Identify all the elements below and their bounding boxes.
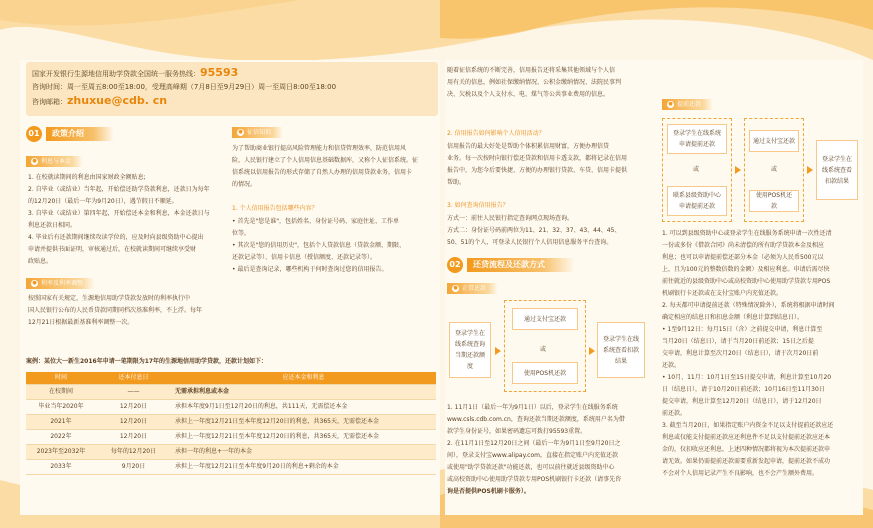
table-row: 2022年 12月20日 承担上一年度12月21日至本年度12月20日的利息，共365天，无需偿还本金 bbox=[26, 429, 436, 444]
flow-step-view-result-2: 登录学生在线系统查看扣款结果 bbox=[816, 140, 858, 200]
question-1-answer: • 首先是"您是谁"，包括姓名、身份证号码、家庭住址、工作单 位等。 • 其次是"您的信用历史"，包括个人贷款信息（贷款金额、期限、 还款记录等）、信用卡信息（授信额度、还款记录等）。 • 最后是查询记录，哪些机构于何时查询过您的信用报告。 bbox=[232, 218, 405, 273]
flow-or: 或 bbox=[540, 346, 547, 353]
flow-step-check-amount: 登录学生在线系统查询当期还款额度 bbox=[449, 322, 491, 378]
table-row: 2023年至2032年 每年的12月20日 承担一年的利息+一年的本金 bbox=[26, 444, 436, 459]
flow-step-alipay: 通过支付宝还款 bbox=[512, 308, 578, 330]
early-repay-rules: 1. 可以到县级资助中心或登录学生在线服务系统申请一次性还清 一份或多份《借款合同》尚未清偿的所有助学贷款本金及相应 利息；也可以申请提前偿还部分本金（必须为人民币500元以 上，且为100元的整数倍数的金额）及相应利息。申请后需尽快 前往就近的县级资助中心或高校资助中心使用助学贷款专用POS 机刷银行卡还款或在支付宝账户内充值还款。 2. 每天都可申请提前还款（特殊情况除外），系统将根据申请时间 确定相应的结息日和扣息金额（利息计算到结息日）。 • 1至9月12日：每月15日（含）之前提交申请，利息计算至 当月20日（结息日），请于当月20日前还款；15日之后提 交申请，利息计算至次月20日（结息日），请于次月20日前 还款。 • 10月、11月：10月1日至15日提交申请，利息计算至10月20 日（结息日），请于10月20日前还款；10月16日至11月30日 提交申请，利息计算至12月20日（结息日），请于12月20日 前还款。 3. 截至当月20日，如果指定账户内资金不足以支付提前还款应还 利息或仅能支付提前还款应还利息件不足以支付提前还款应还本 金的，仅扣收应还利息，上述四种情况都将视为本次提前还款申 请无效。如果仍需提前还款需要重新发起申请，提前还款不成功 不会对个人信用记录产生不良影响，也不会产生额外费用。 bbox=[662, 230, 835, 477]
hotline-label: 国家开发银行生源地信用助学贷款全国统一服务热线： bbox=[32, 70, 200, 78]
rate-rules: 按照国家有关规定，生源地信用助学贷款发放时的利率执行中 国人民银行公布的人民币贷款同期同档次基准利率，不上浮。每年 12月21日根据最新基准利率调整一次。 bbox=[28, 295, 203, 326]
question-3-answer: 方式一：前往人民银行指定查询网点现场查询。 方式二：身份证号码前两位为11、21、32、37、43、44、45、 50、51的个人，可登录人民银行个人信用信息服务平台查询。 bbox=[447, 215, 621, 246]
table-header: 时间 还本付息日 应还本金和利息 bbox=[26, 372, 436, 384]
question-2: 2. 信用报告如何影响个人信用活动？ bbox=[447, 130, 545, 137]
circle-icon: ● bbox=[453, 285, 458, 291]
circle-icon: ● bbox=[668, 101, 673, 107]
sub-tag-rate: ● 利率及利率调整 bbox=[26, 278, 95, 289]
hotline-box bbox=[26, 62, 438, 116]
question-2-answer: 信用报告的最大好处是帮助个体积累信用财富，方便办理信贷 业务。每一次按时向银行偿还贷款和信用卡透支款，都将记录在信用 报告中，为您今后要快捷、方便的办理银行贷款、车贷、信用卡提供 帮助。 bbox=[447, 143, 628, 186]
table-row: 2021年 12月20日 承担上一年度12月21日至本年度12月20日的利息，共365天，无需偿还本金 bbox=[26, 414, 436, 429]
section-01-number: 01 bbox=[26, 126, 42, 142]
flow-step-pos: 使用POS机还款 bbox=[512, 362, 578, 384]
email-address[interactable]: zhuxue@cdb. cn bbox=[67, 94, 168, 107]
sub-tag-credit: ● 征信知识 bbox=[232, 127, 283, 138]
email-label: 咨询邮箱： bbox=[32, 98, 67, 106]
sub-tag-normal: ● 正常还款 bbox=[447, 283, 498, 294]
hotline-number[interactable]: 95593 bbox=[200, 66, 239, 79]
section-02-heading: 还贷流程及还款方式 bbox=[467, 258, 575, 272]
credit-info-more: 随着征信系统的不断完善，信用报告还将采集其他领域与个人信 用有关的信息，例如社保缴纳情况、公积金缴纳情况、法院民事判 决、欠税以及个人支付水、电、煤气等公共事业费用的信息。 bbox=[447, 67, 622, 98]
section-02-title bbox=[447, 258, 575, 272]
arrow-icon bbox=[807, 166, 813, 174]
case-title: 案例：某位大一新生2016年申请一笔期限为17年的生源地信用助学贷款，还款计划如下： bbox=[26, 358, 268, 365]
section-01-heading: 政策介绍 bbox=[46, 127, 114, 141]
case-table bbox=[26, 372, 436, 475]
service-hours: 咨询时间：周一至周五8:00至18:00，受理高峰期（7月8日至9月29日）周一至周日8:00至18:00 bbox=[32, 83, 337, 91]
flow-or: 或 bbox=[771, 166, 778, 173]
question-1: 1. 个人信用报告包括哪些内容？ bbox=[232, 205, 318, 212]
circle-icon: ● bbox=[238, 129, 243, 135]
arrow-icon bbox=[589, 347, 595, 355]
flow-or: 或 bbox=[693, 166, 700, 173]
table-row: 在校期间 —— 无需承担利息或本金 bbox=[26, 384, 436, 399]
flow-step-pos-2: 使用POS机还款 bbox=[749, 190, 799, 212]
section-01-title bbox=[26, 127, 114, 141]
credit-intro: 为了帮助商业银行提高风险管理能力和信贷管理效率，防范信用风 险，人民银行建立了个人信用信息基础数据库，又称个人征信系统。征 信系统以信用报告的形式存储了自然人办理的信用贷款业务，信用卡 的情况。 bbox=[232, 145, 419, 188]
table-row: 毕业当年2020年 12月20日 承担本年度9月1日至12月20日的利息，共111天，无需偿还本金 bbox=[26, 399, 436, 414]
flow-step-apply-online: 登录学生在线系统申请提前还款 bbox=[667, 124, 727, 154]
arrow-icon bbox=[735, 166, 741, 174]
flow-step-apply-center: 联系县级资助中心申请提前还款 bbox=[667, 186, 727, 216]
arrow-icon bbox=[495, 347, 501, 355]
interest-rules: 1. 在校就读期间的利息由国家财政全额贴息; 2. 自毕业（或结业）当年起，开始偿还助学贷款利息，还款日为每年 的12月20日（最后一年为9月20日），遇节假日不顺延。 3. 自毕业（或结业）第四年起，开始偿还本金和利息，本金还款日与 利息还款日相同。 4. 毕业后有还款期间继续攻读学位的，应及时向县级资助中心提出 申请并提供书面证明，审核通过后，在校就读期间可继续享受财 政贴息。 bbox=[28, 174, 210, 265]
flow-step-alipay-2: 通过支付宝还款 bbox=[749, 130, 799, 152]
flow-step-view-result: 登录学生在线系统查看扣款结果 bbox=[597, 322, 645, 378]
sub-tag-interest: ● 利息与本金 bbox=[26, 156, 83, 167]
question-3: 3. 如何查询信用报告？ bbox=[447, 202, 509, 209]
normal-repay-steps: 1. 11月1日（最后一年为9月1日）以后，登录学生在线服务系统 www.csls.cdb.com.cn，查询还款当期还款额度，系统用户名为借 款学生身份证号，如果密码遗忘可拨打95593重置。 2. 在11月1日至12月20日之间（最后一年为9月1日至9月20日之 间），登录支付宝www.alipay.com，直接在指定账户内充值还款 或使用"助学贷款还款"功能还款，也可以前往就近县级资助中心 或高校资助中心使用助学贷款专用POS机刷银行卡还款（请事先咨 询是否提供POS机刷卡服务）。 bbox=[447, 404, 625, 495]
table-row: 2033年 9月20日 承担上一年度12月21日至本年度9月20日的利息+剩余的本金 bbox=[26, 459, 436, 474]
circle-icon: ● bbox=[32, 158, 37, 164]
circle-icon: ● bbox=[32, 280, 37, 286]
section-02-number: 02 bbox=[447, 257, 463, 273]
sub-tag-early: ● 提前还款 bbox=[662, 99, 713, 110]
